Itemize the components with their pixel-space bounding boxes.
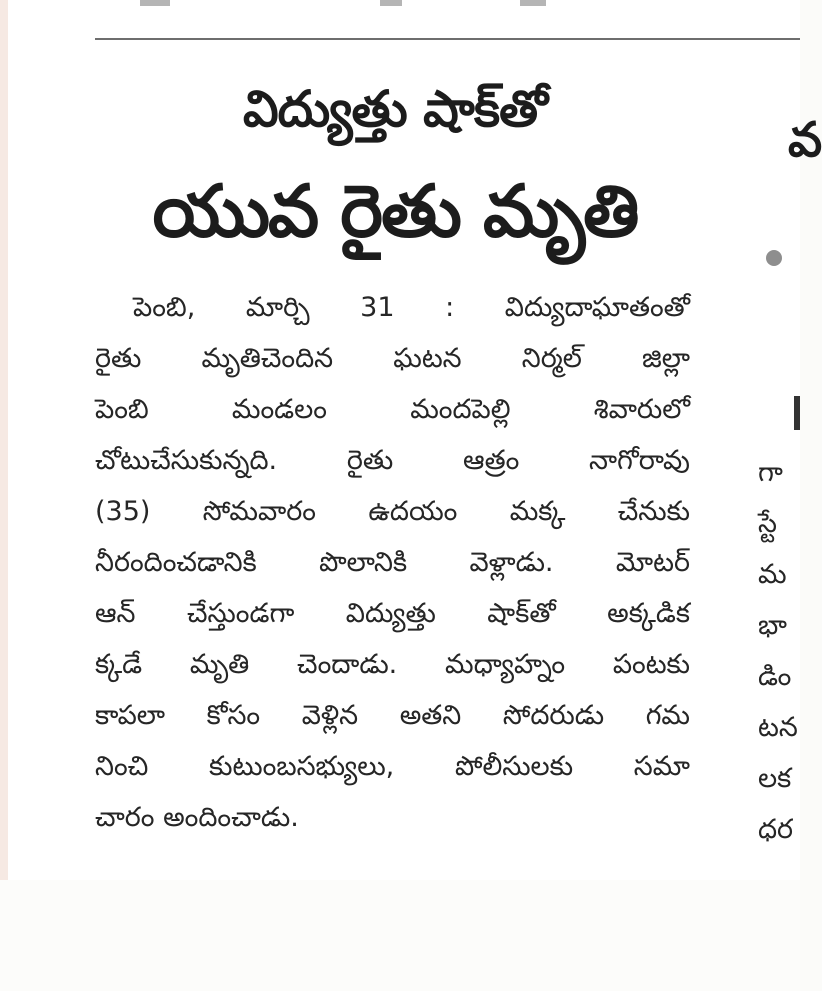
- headline-line-2: యువ రైతు మృతి: [152, 169, 638, 253]
- adjacent-line-fragment: డిం: [758, 661, 792, 692]
- top-divider-rule: [95, 38, 800, 40]
- page-bottom-margin: [0, 880, 800, 991]
- body-line: రైతు మృతిచెందిన ఘటన నిర్మల్ జిల్లా: [95, 343, 690, 374]
- page-edge-strip: [0, 0, 8, 880]
- body-line: చారం అందించాడు.: [95, 802, 299, 833]
- body-line: పెంబి, మార్చి 31 : విద్యుదాఘాతంతో: [133, 292, 690, 323]
- body-line: నించి కుటుంబసభ్యులు, పోలీసులకు సమా: [95, 751, 690, 782]
- body-line: క్కడే మృతి చెందాడు. మధ్యాహ్నం పంటకు: [95, 649, 690, 680]
- adjacent-headline-fragment: వ: [788, 112, 822, 168]
- cut-text-remnant: [380, 0, 402, 6]
- headline-line-1: విద్యుత్తు షాక్‌తో: [243, 80, 547, 138]
- cut-text-remnant: [520, 0, 546, 6]
- body-line: కాపలా కోసం వెళ్లిన అతని సోదరుడు గమ: [95, 700, 690, 731]
- adjacent-line-fragment: లక: [758, 763, 792, 794]
- bullet-icon: [766, 250, 782, 266]
- adjacent-line-fragment: గా: [758, 457, 783, 488]
- body-line: పెంబి మండలం మందపెల్లి శివారులో: [95, 394, 690, 425]
- adjacent-text-fragment-mark: [794, 396, 800, 430]
- body-line: చోటుచేసుకున్నది. రైతు ఆత్రం నాగోరావు: [95, 445, 690, 476]
- adjacent-line-fragment: ధర: [758, 814, 794, 845]
- adjacent-line-fragment: భా: [758, 610, 787, 641]
- body-line: ఆన్ చేస్తుండగా విద్యుత్తు షాక్‌తో అక్కడిక: [95, 598, 690, 629]
- article-body: [95, 282, 690, 843]
- body-line: నీరందించడానికి పొలానికి వెళ్లాడు. మోటర్: [95, 547, 690, 578]
- adjacent-line-fragment: స్టే: [758, 508, 777, 539]
- adjacent-line-fragment: మ: [758, 559, 787, 590]
- cut-text-remnant: [140, 0, 170, 6]
- body-line: (35) సోమవారం ఉదయం మక్క చేనుకు: [95, 496, 690, 527]
- adjacent-line-fragment: టన: [758, 712, 798, 743]
- adjacent-article-column: [758, 0, 822, 880]
